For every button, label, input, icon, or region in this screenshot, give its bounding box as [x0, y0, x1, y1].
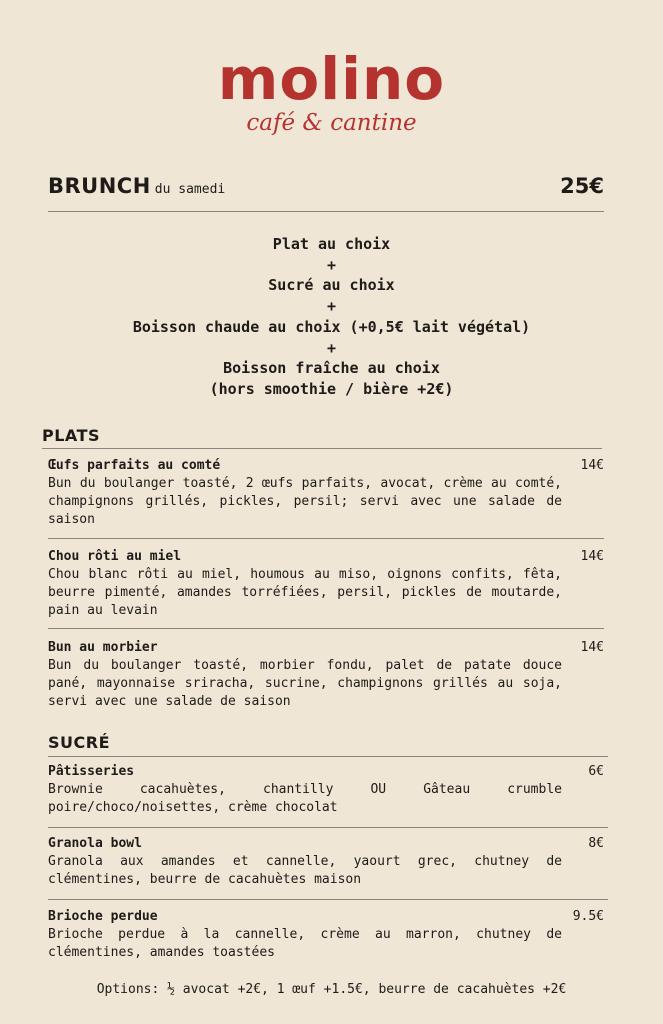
formula-line: Sucré au choix: [268, 276, 395, 295]
item-price: 14€: [580, 549, 604, 564]
item-description: Chou blanc rôti au miel, houmous au miso, oignons confits, fêta, beurre pimenté, amandes torréfiées, persil, pickles de moutarde, pain au levain: [48, 567, 562, 618]
item-name: Œufs parfaits au comté: [48, 458, 221, 473]
item-name: Chou rôti au miel: [48, 549, 182, 564]
formula-plus: +: [326, 297, 337, 316]
brunch-price: 25€: [560, 174, 604, 198]
menu-item: [48, 639, 604, 711]
formula-line: (hors smoothie / bière +2€): [209, 379, 454, 398]
formula-line: Plat au choix: [272, 235, 391, 253]
item-price: 8€: [588, 836, 604, 851]
section-divider: [42, 448, 602, 449]
section-divider: [48, 756, 608, 757]
brunch-divider: [48, 211, 604, 212]
brunch-subtitle: du samedi: [154, 182, 226, 197]
logo: [0, 45, 663, 138]
item-price: 14€: [580, 458, 604, 473]
brand-tagline: café & cantine: [246, 110, 417, 136]
menu-item: [48, 908, 604, 962]
item-description: Bun du boulanger toasté, morbier fondu, palet de patate douce pané, mayonnaise sriracha, sucrine, champignons grillés au soja, servi avec une salade de saison: [48, 658, 562, 709]
item-name: Pâtisseries: [48, 764, 135, 779]
options-note: Options: ½ avocat +2€, 1 œuf +1.5€, beurre de cacahuètes +2€: [96, 982, 567, 997]
item-price: 14€: [580, 640, 604, 655]
menu-item: [48, 835, 604, 889]
item-divider: [48, 899, 608, 900]
formula-line: Boisson fraîche au choix: [223, 359, 440, 378]
formula-plus: +: [326, 255, 337, 274]
formula-line: Boisson chaude au choix (+0,5€ lait végétal): [132, 317, 531, 336]
brand-name: molino: [217, 45, 446, 113]
item-description: Granola aux amandes et cannelle, yaourt grec, chutney de clémentines, beurre de cacahuètes maison: [48, 854, 562, 887]
menu-item: [48, 548, 604, 620]
item-divider: [48, 538, 604, 539]
item-price: 6€: [588, 764, 604, 779]
item-description: Brioche perdue à la cannelle, crème au marron, chutney de clémentines, amandes toastées: [48, 927, 562, 960]
item-divider: [48, 827, 608, 828]
menu-item: [48, 457, 604, 529]
item-description: Brownie cacahuètes, chantilly OU Gâteau crumble poire/choco/noisettes, crème chocolat: [48, 782, 562, 815]
section-title-sucre: SUCRÉ: [48, 733, 111, 752]
brunch-header: [48, 174, 604, 204]
item-description: Bun du boulanger toasté, 2 œufs parfaits, avocat, crème au comté, champignons grillés, pickles, persil; servi avec une salade de saison: [48, 476, 562, 527]
item-name: Bun au morbier: [48, 640, 158, 655]
item-divider: [48, 628, 604, 629]
section-title-plats: PLATS: [42, 426, 100, 445]
brunch-title: BRUNCH: [48, 174, 151, 198]
item-price: 9.5€: [572, 909, 604, 924]
item-name: Granola bowl: [48, 836, 142, 851]
menu-item: [48, 763, 604, 817]
formula-plus: +: [326, 338, 337, 357]
item-name: Brioche perdue: [48, 909, 158, 924]
brunch-formula: [0, 234, 663, 400]
